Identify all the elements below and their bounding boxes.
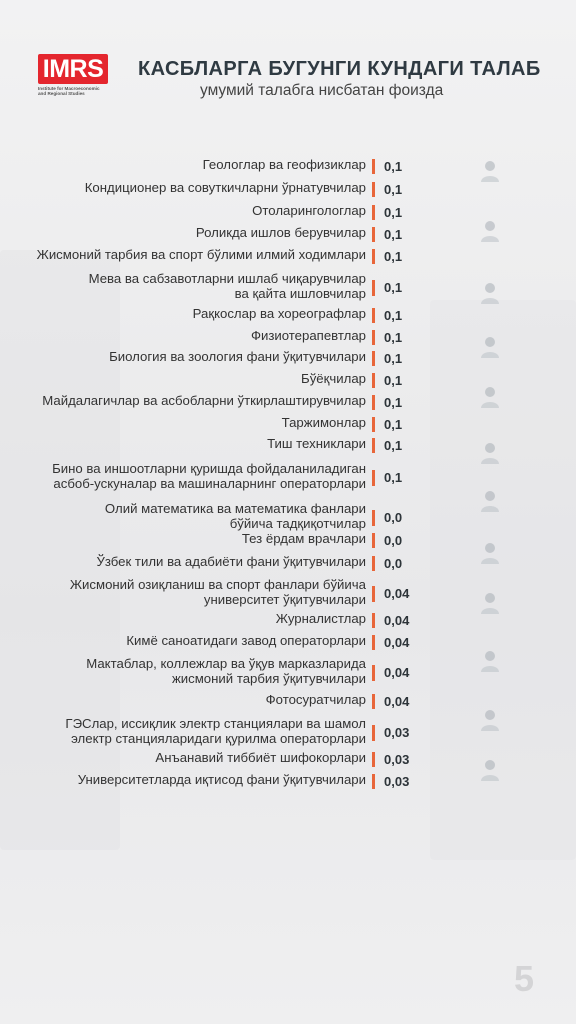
category-label <box>6 555 366 570</box>
value-label: 0,04 <box>384 665 410 680</box>
category-label <box>6 657 366 686</box>
woman-teacher-icon <box>478 648 502 672</box>
value-label: 0,0 <box>384 510 403 525</box>
value-label: 0,03 <box>384 773 410 789</box>
imrs-logo <box>38 54 108 96</box>
value-bar <box>372 351 375 366</box>
woman-icon <box>478 218 502 242</box>
category-label-line: университет ўқитувчилари <box>203 591 366 607</box>
value-label: 0,1 <box>384 307 403 323</box>
category-label-line: бўйича тадқиқотчилар <box>229 515 366 531</box>
category-label-line: Физиотерапевтлар <box>250 328 366 343</box>
category-label-line: жисмоний тарбия ўқитувчилари <box>171 670 366 686</box>
category-label-line: Анъанавий тиббиёт шифокорлари <box>155 750 366 765</box>
value-label: 0,04 <box>384 634 410 650</box>
value-label: 0,1 <box>384 470 403 485</box>
chart-row <box>0 693 576 708</box>
person-icon <box>478 334 502 358</box>
category-label <box>6 773 366 788</box>
value-bar <box>372 510 375 526</box>
value-bar <box>372 556 375 571</box>
page-title: КАСБЛАРГА БУГУНГИ КУНДАГИ ТАЛАБ <box>138 58 541 80</box>
value-bar <box>372 438 375 453</box>
category-label-line: Бино ва иншоотларни қуришда фойдаланиладиган <box>52 461 366 476</box>
value-label: 0,04 <box>384 586 410 601</box>
category-label-line: Бўёқчилар <box>301 371 366 386</box>
category-label <box>6 204 366 219</box>
page-subtitle: умумий талабга нисбатан фоизда <box>200 82 444 99</box>
category-label-line: Олий математика ва математика фанлари <box>104 501 366 516</box>
doctor-icon <box>478 158 502 182</box>
category-label-line: Отоларингологлар <box>252 203 366 218</box>
value-bar <box>372 470 375 486</box>
medic-icon <box>478 540 502 564</box>
value-label: 0,1 <box>384 437 403 453</box>
category-label-line: Журналистлар <box>275 611 366 626</box>
category-label-line: ва қайта ишловчилар <box>234 285 366 301</box>
value-label: 0,03 <box>384 725 410 740</box>
chart-row <box>0 612 576 627</box>
chart-row <box>0 416 576 431</box>
value-bar <box>372 635 375 650</box>
category-label <box>6 462 366 491</box>
category-label-line: электр станцияларидаги қурилма операторлари <box>71 730 366 746</box>
meeting-icon <box>478 488 502 512</box>
value-bar <box>372 417 375 432</box>
chart-row <box>0 204 576 219</box>
value-bar <box>372 182 375 197</box>
chart-row <box>0 181 576 196</box>
worker-icon <box>478 280 502 304</box>
category-label <box>6 272 366 301</box>
category-label <box>6 372 366 387</box>
value-bar <box>372 665 375 681</box>
value-bar <box>372 725 375 741</box>
category-label-line: асбоб-ускуналар ва машиналарнинг операторлари <box>53 475 366 491</box>
value-bar <box>372 205 375 220</box>
value-bar <box>372 373 375 388</box>
value-label: 0,0 <box>384 555 403 571</box>
category-label-line: Таржимонлар <box>281 415 366 430</box>
value-bar <box>372 308 375 323</box>
category-label-line: Кондиционер ва совуткичларни ўрнатувчилар <box>84 180 366 195</box>
value-label: 0,0 <box>384 532 403 548</box>
value-label: 0,1 <box>384 248 403 264</box>
logo-subtitle: Institute for Macroeconomic and Regional Studies <box>38 86 100 96</box>
value-label: 0,1 <box>384 204 403 220</box>
page-number: 5 <box>514 958 535 999</box>
category-label-line: Геологлар ва геофизиклар <box>202 157 366 172</box>
category-label-line: Университетларда иқтисод фани ўқитувчилари <box>77 772 366 787</box>
category-label <box>6 532 366 547</box>
category-label <box>6 350 366 365</box>
category-label-line: Тиш техниклари <box>267 436 366 451</box>
value-bar <box>372 694 375 709</box>
category-label <box>6 416 366 431</box>
chart-row <box>0 307 576 322</box>
category-label-line: Мева ва сабзавотларни ишлаб чиқарувчилар <box>88 271 366 286</box>
logo-wordmark: IMRS <box>38 54 108 84</box>
category-label <box>6 751 366 766</box>
category-label <box>6 329 366 344</box>
category-label-line: Жисмоний озиқланиш ва спорт фанлари бўйича <box>69 577 366 592</box>
category-label <box>6 181 366 196</box>
chart-row <box>0 634 576 649</box>
category-label-line: Тез ёрдам врачлари <box>241 531 366 546</box>
support-agent-icon <box>478 590 502 614</box>
category-label <box>6 612 366 627</box>
category-label <box>6 502 366 531</box>
value-label: 0,1 <box>384 181 403 197</box>
value-bar <box>372 395 375 410</box>
value-bar <box>372 586 375 602</box>
value-bar <box>372 752 375 767</box>
category-label <box>6 248 366 263</box>
category-label <box>6 226 366 241</box>
elder-icon <box>478 757 502 781</box>
value-label: 0,1 <box>384 350 403 366</box>
value-label: 0,1 <box>384 394 403 410</box>
category-label <box>6 437 366 452</box>
category-label-line: Роликда ишлов берувчилар <box>195 225 366 240</box>
chart-row <box>0 248 576 263</box>
category-label <box>6 158 366 173</box>
value-bar <box>372 280 375 296</box>
value-label: 0,1 <box>384 329 403 345</box>
category-label-line: Ўзбек тили ва адабиёти фани ўқитувчилари <box>96 554 366 569</box>
category-label <box>6 717 366 746</box>
value-label: 0,1 <box>384 372 403 388</box>
value-label: 0,03 <box>384 751 410 767</box>
category-label-line: Майдалагичлар ва асбобларни ўткирлаштирувчилар <box>42 393 366 408</box>
value-bar <box>372 533 375 548</box>
value-label: 0,1 <box>384 158 403 174</box>
value-label: 0,04 <box>384 693 410 709</box>
category-label <box>6 394 366 409</box>
category-label <box>6 634 366 649</box>
value-label: 0,1 <box>384 226 403 242</box>
category-label-line: Жисмоний тарбия ва спорт бўлими илмий ходимлари <box>36 247 366 262</box>
value-bar <box>372 249 375 264</box>
category-label-line: Рақкослар ва хореографлар <box>192 306 366 321</box>
engineer-icon <box>478 707 502 731</box>
category-label-line: Кимё саноатидаги завод операторлари <box>126 633 366 648</box>
category-label <box>6 693 366 708</box>
value-label: 0,04 <box>384 612 410 628</box>
category-label-line: Мактаблар, коллежлар ва ўқув марказларида <box>86 656 366 671</box>
value-bar <box>372 330 375 345</box>
gear-person-icon <box>478 440 502 464</box>
category-label-line: Фотосуратчилар <box>265 692 366 707</box>
category-label <box>6 578 366 607</box>
chart-row <box>0 462 576 491</box>
category-label-line: Биология ва зоология фани ўқитувчилари <box>109 349 366 364</box>
value-label: 0,1 <box>384 416 403 432</box>
value-bar <box>372 613 375 628</box>
category-label <box>6 307 366 322</box>
value-bar <box>372 774 375 789</box>
category-label-line: ГЭСлар, иссиқлик электр станциялари ва шамол <box>65 716 366 731</box>
value-bar <box>372 159 375 174</box>
technician-icon <box>478 384 502 408</box>
value-bar <box>372 227 375 242</box>
value-label: 0,1 <box>384 280 403 295</box>
